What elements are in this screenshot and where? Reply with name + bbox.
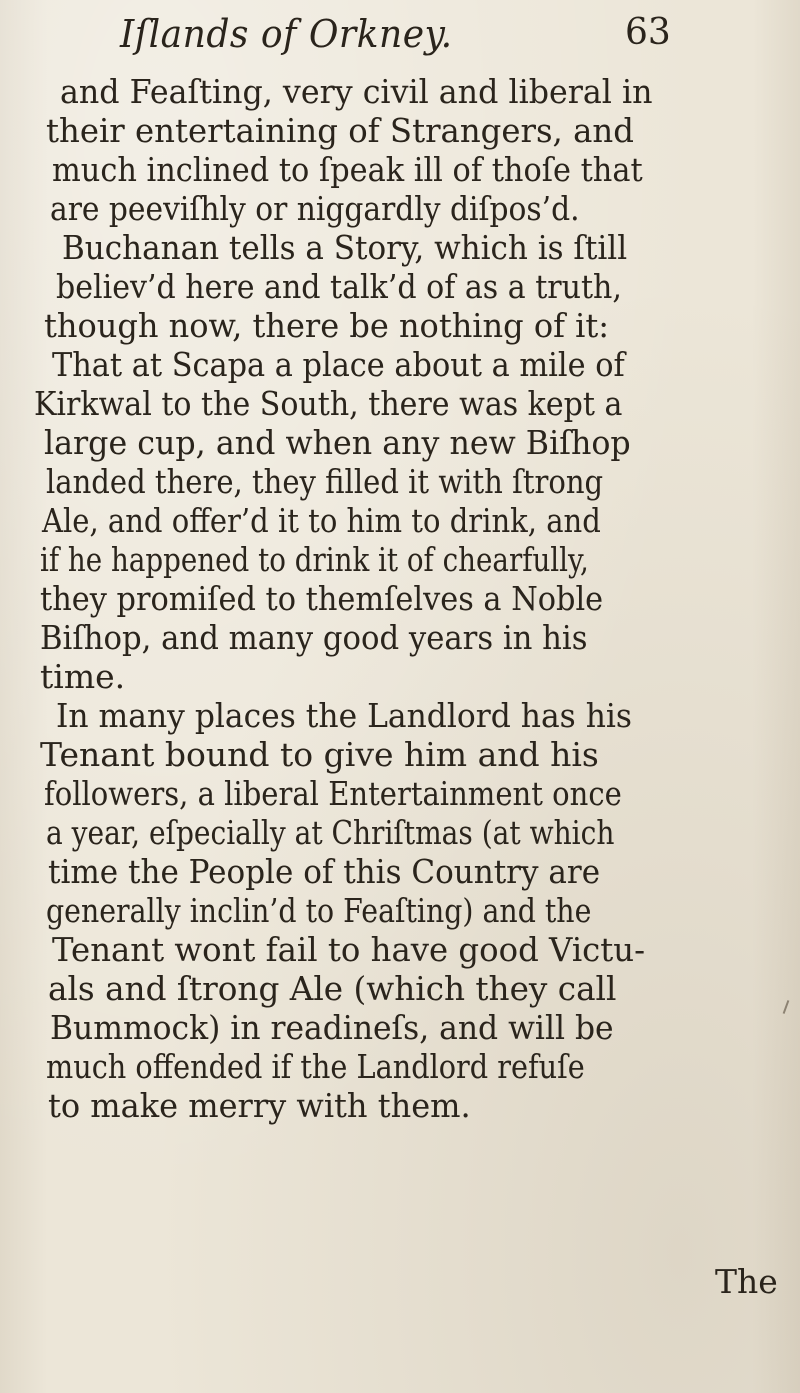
- text-line-17: In many places the Landlord has his: [56, 696, 633, 735]
- ink-mark: [783, 1000, 790, 1014]
- running-title: Iſlands of Orkney.: [120, 12, 453, 56]
- page-number: 63: [625, 12, 671, 53]
- text-line-22: generally inclin’d to Feaſting) and the: [46, 891, 592, 930]
- text-line-4: are peeviſhly or niggardly diſpos’d.: [50, 189, 580, 228]
- text-line-26: much offended if the Landlord refuſe: [46, 1047, 585, 1086]
- page-header: [0, 8, 800, 68]
- text-line-14: they promiſed to themſelves a Noble: [40, 579, 604, 618]
- text-line-3: much inclined to ſpeak ill of thoſe that: [52, 150, 643, 189]
- text-line-24: als and ſtrong Ale (which they call: [48, 969, 617, 1008]
- text-line-12: Ale, and offer’d it to him to drink, and: [42, 501, 601, 540]
- text-line-16: time.: [40, 657, 126, 696]
- text-line-21: time the People of this Country are: [48, 852, 601, 891]
- catchword: The: [715, 1262, 778, 1301]
- text-line-19: followers, a liberal Entertainment once: [44, 774, 622, 813]
- text-line-15: Biſhop, and many good years in his: [40, 618, 588, 657]
- text-line-27: to make merry with them.: [48, 1086, 471, 1125]
- text-line-6: believ’d here and talk’d of as a truth,: [56, 267, 622, 306]
- text-line-20: a year, eſpecially at Chriſtmas (at which: [46, 813, 615, 852]
- text-line-11: landed there, they filled it with ſtrong: [46, 462, 604, 501]
- text-line-25: Bummock) in readineſs, and will be: [50, 1008, 614, 1047]
- text-line-8: That at Scapa a place about a mile of: [52, 345, 625, 384]
- text-line-13: if he happened to drink it of chearfully,: [40, 540, 589, 579]
- text-line-18: Tenant bound to give him and his: [40, 735, 599, 774]
- text-line-2: their entertaining of Strangers, and: [46, 111, 634, 150]
- text-line-1: and Feaſting, very civil and liberal in: [60, 72, 653, 111]
- text-line-23: Tenant wont fail to have good Victu-: [52, 930, 646, 969]
- text-line-10: large cup, and when any new Biſhop: [44, 423, 631, 462]
- text-line-9: Kirkwal to the South, there was kept a: [34, 384, 623, 423]
- text-line-5: Buchanan tells a Story, which is ſtill: [62, 228, 628, 267]
- text-line-7: though now, there be nothing of it:: [44, 306, 610, 345]
